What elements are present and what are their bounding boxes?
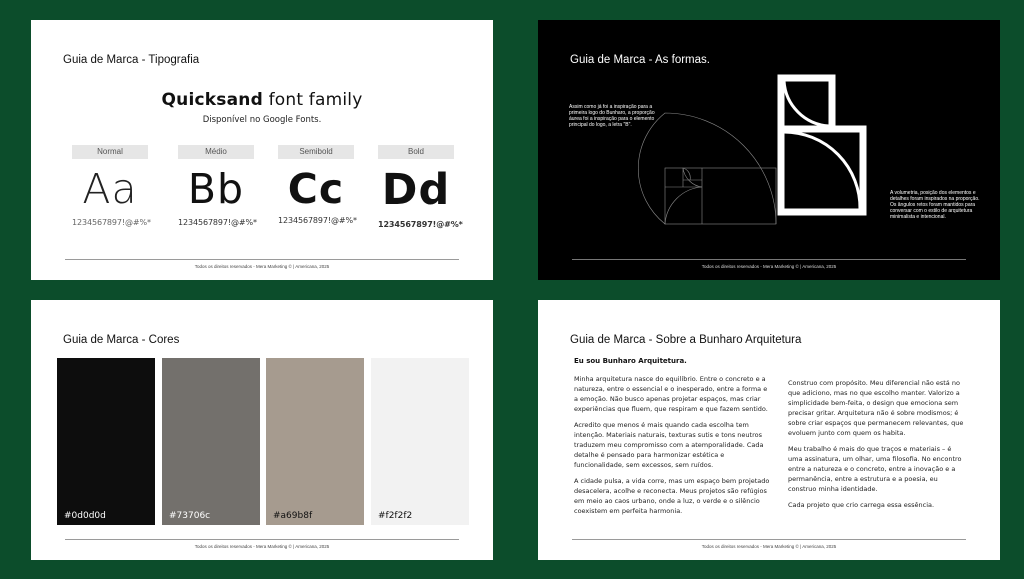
- volumetry-text: A volumetria, posição dos elementos e detalhes foram inspirados na proporção. Os ângulos retos foram mantidos para conversar com o estilo de arquitetura minimalista e intencional.: [890, 190, 980, 220]
- about-left-column: [574, 374, 770, 522]
- footer-divider: [65, 539, 459, 540]
- font-name: Quicksand: [161, 90, 263, 110]
- font-family-title: [31, 90, 493, 110]
- footer-text: Todos os direitos reservados - Mera Marketing © | Americana, 2025: [194, 544, 330, 549]
- weight-sample: Bb: [187, 165, 245, 213]
- about-paragraph: Minha arquitetura nasce do equilíbrio. Entre o concreto e a natureza, entre o essencial e o inesperado, entre a forma e a emoção. Não busco apenas projetar espaços, mas criar experiências que fluem, que respiram e que fazem sentido.: [574, 375, 768, 413]
- about-paragraph: Acredito que menos é mais quando cada escolha tem intenção. Materiais naturais, texturas sutis e tons neutros traduzem meu compromisso com a atemporalidade. Cada detalhe é pensado para harmonizar estética e funcionalidade, sem excessos, sem ruídos.: [574, 421, 764, 469]
- weight-semibold: [278, 145, 357, 225]
- footer-text: Todos os direitos reservados - Mera Marketing © | Americana, 2025: [701, 264, 837, 269]
- swatch-hex: #f2f2f2: [378, 511, 413, 521]
- weight-label: Normal: [72, 145, 148, 159]
- weight-medium: [178, 145, 257, 227]
- color-swatch: [266, 358, 364, 525]
- color-swatch: [371, 358, 469, 525]
- weight-label: Bold: [378, 145, 454, 159]
- about-heading: Eu sou Bunharo Arquitetura.: [574, 357, 687, 365]
- about-paragraph: A cidade pulsa, a vida corre, mas um espaço bem projetado desacelera, acolhe e reconecta. Meus projetos são refúgios em meio ao caos urbano, onde a luz, o verde e o silêncio coexistem em perfeita harmonia.: [574, 477, 770, 515]
- weight-bold: [378, 145, 463, 229]
- footer-text: Todos os direitos reservados - Mera Marketing © | Americana, 2025: [194, 264, 330, 269]
- footer-divider: [65, 259, 459, 260]
- about-paragraph: Cada projeto que crio carrega essa essência.: [788, 501, 935, 509]
- footer-divider: [572, 539, 966, 540]
- golden-ratio-text: Assim como já foi a inspiração para a primeira logo do Bunharo, a proporção áurea foi a inspiração para o elemento principal do logo, a letra "B".: [569, 104, 655, 128]
- weight-numbers: 1234567897!@#%*: [72, 218, 151, 227]
- about-paragraph: Meu trabalho é mais do que traços e materiais – é uma assinatura, um olhar, uma filosofia. No encontro entre a natureza e o concreto, entre a inovação e a permanência, entre a estrutura e a poesia, eu construo minha identidade.: [788, 445, 962, 493]
- about-right-column: [788, 378, 966, 516]
- weight-sample: Aa: [82, 165, 138, 213]
- weight-numbers: 1234567897!@#%*: [278, 216, 357, 225]
- shapes-slide: [538, 20, 1000, 280]
- weight-label: Médio: [178, 145, 254, 159]
- typography-slide: [31, 20, 493, 280]
- slide-title: Guia de Marca - Cores: [63, 334, 180, 346]
- colors-slide: [31, 300, 493, 560]
- weight-label: Semibold: [278, 145, 354, 159]
- weight-sample: Dd: [381, 165, 451, 215]
- about-slide: [538, 300, 1000, 560]
- font-suffix: font family: [268, 90, 363, 110]
- slide-title: Guia de Marca - Tipografia: [63, 54, 200, 66]
- color-swatch: [162, 358, 260, 525]
- weight-numbers: 1234567897!@#%*: [378, 220, 463, 229]
- swatch-hex: #a69b8f: [273, 511, 313, 521]
- swatch-hex: #0d0d0d: [64, 511, 106, 521]
- slide-title: Guia de Marca - As formas.: [570, 54, 710, 66]
- footer-divider: [572, 259, 966, 260]
- footer-text: Todos os direitos reservados - Mera Marketing © | Americana, 2025: [701, 544, 837, 549]
- slide-title: Guia de Marca - Sobre a Bunharo Arquitetura: [570, 334, 802, 346]
- weight-numbers: 1234567897!@#%*: [178, 218, 257, 227]
- color-swatch: [57, 358, 155, 525]
- font-availability-note: Disponível no Google Fonts.: [202, 115, 322, 125]
- about-paragraph: Construo com propósito. Meu diferencial não está no que adiciono, mas no que escolho manter. Valorizo a simplicidade bem-feita, o design que emociona sem precisar gritar. Arquitetura não é sobre modismos; é sobre criar espaços que permanecem relevantes, que evoluem junto com quem os habita.: [788, 379, 964, 437]
- golden-spiral-graphic: [538, 20, 1000, 280]
- weight-normal: [72, 145, 151, 227]
- swatch-hex: #73706c: [169, 511, 211, 521]
- weight-sample: Cc: [287, 165, 345, 213]
